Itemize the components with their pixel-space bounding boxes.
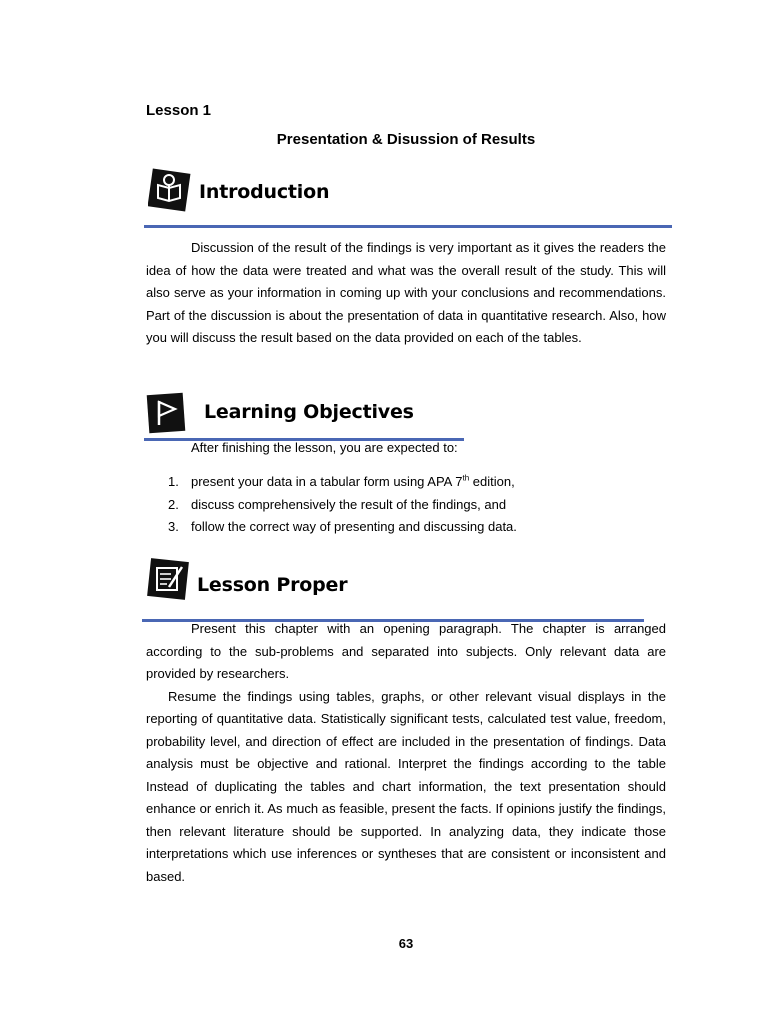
objective-superscript: th [462,473,470,483]
introduction-body [146,237,666,350]
pencil-paper-icon [147,557,187,597]
objectives-intro: After finishing the lesson, you are expected to: [191,440,458,455]
introduction-paragraph: Discussion of the result of the findings is very important as it gives the readers the idea of how the data were treated and what was the overall result of the study. This will also serve as your information in coming up with your conclusions and recommendations. Part of the discussion is about the presentation of data in quantitative research. Also, how you will discuss the result based on the data provided on each of the tables. [146,240,666,345]
objective-text: present your data in a tabular form using APA 7 [191,474,463,489]
objective-number: 1. [168,474,179,489]
objective-text: follow the correct way of presenting and discussing data. [191,519,517,534]
introduction-rule [144,225,672,228]
lesson-label: Lesson 1 [146,102,212,119]
objective-item [146,494,666,517]
objectives-heading: Learning Objectives [204,401,414,423]
objectives-body [146,437,666,460]
objective-text: discuss comprehensively the result of the findings, and [191,496,507,512]
lesson-proper-body [146,618,666,888]
book-lightbulb-icon [148,168,188,208]
objectives-list [146,471,666,539]
lesson-proper-paragraph-1: Present this chapter with an opening paragraph. The chapter is arranged according to the sub-problems and separated into subjects. Only relevant data are provided by researchers. [146,621,666,681]
page-title: Presentation & Disussion of Results [276,131,536,148]
objective-number: 2. [168,496,179,512]
flag-icon [146,391,186,431]
objective-number: 3. [168,519,179,534]
objective-item [146,516,666,539]
page-number: 63 [398,936,414,951]
objective-text-after: edition, [469,474,515,489]
introduction-heading: Introduction [199,181,330,203]
lesson-proper-heading: Lesson Proper [197,574,348,596]
lesson-proper-paragraph-2: Resume the findings using tables, graphs, or other relevant visual displays in the reporting of quantitative data. Statistically significant tests, calculated test value, freedom, probability level, and direction of effect are included in the presentation of findings. Data analysis must be objective and rational. Interpret the findings according to the table Instead of duplicating the tables and chart information, the text presentation should enhance or enrich it. As much as feasible, present the facts. If opinions justify the findings, then relevant literature should be supported. In analyzing data, they indicate those interpretations which use inferences or syntheses that are consistent or inconsistent and based. [146,688,666,884]
objective-item [146,471,666,494]
